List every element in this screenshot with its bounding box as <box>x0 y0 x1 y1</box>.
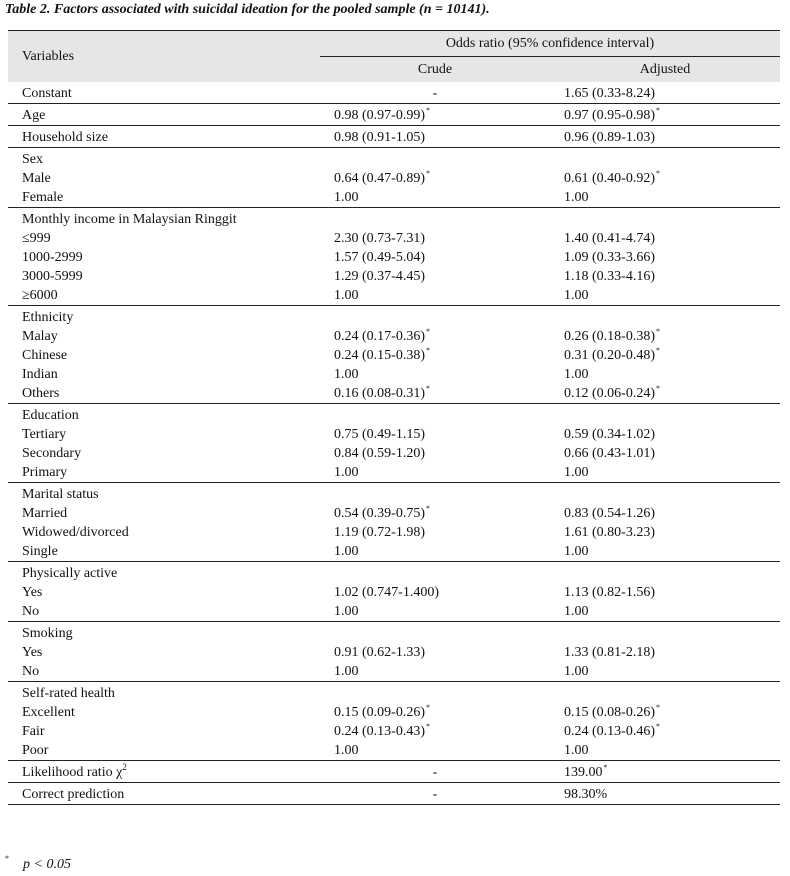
adjusted-value: 0.12 (0.06-0.24)* <box>550 384 780 404</box>
level-label: Married <box>22 506 68 521</box>
adjusted-value: 1.33 (0.81-2.18) <box>564 645 655 660</box>
level-label: Secondary <box>22 446 82 461</box>
table-row <box>8 286 780 306</box>
table-row <box>8 82 780 104</box>
level-label: Primary <box>8 463 320 483</box>
level-label: Single <box>8 542 320 562</box>
table-row <box>8 346 780 365</box>
table-row <box>8 463 780 483</box>
table-row <box>8 404 780 426</box>
statistic-value: 139.00* <box>550 761 780 783</box>
row-group-sex <box>8 148 780 208</box>
group-label: Ethnicity <box>22 310 74 325</box>
adjusted-value: 1.00 <box>550 188 780 208</box>
crude-value: 0.16 (0.08-0.31)* <box>320 384 550 404</box>
adjusted-value: 0.59 (0.34-1.02) <box>564 427 655 442</box>
crude-value: - <box>320 82 550 104</box>
table-row <box>8 306 780 328</box>
adjusted-value: 0.15 (0.08-0.26)* <box>564 703 660 720</box>
table-row <box>8 483 780 505</box>
table-row <box>8 248 780 267</box>
table-row <box>8 126 780 148</box>
level-label: Fair <box>22 724 45 739</box>
crude-value: 0.64 (0.47-0.89)* <box>334 169 430 186</box>
crude-value: 1.00 <box>320 662 550 682</box>
table-row <box>8 741 780 761</box>
table-row <box>8 682 780 704</box>
adjusted-value: 1.18 (0.33-4.16) <box>564 269 655 284</box>
crude-value: 0.24 (0.17-0.36)* <box>334 327 430 344</box>
row-group-household <box>8 126 780 148</box>
table-row <box>8 504 780 523</box>
level-label: Male <box>22 171 51 186</box>
table-caption: Table 2. Factors associated with suicidal ideation for the pooled sample (n = 10141). <box>5 2 490 17</box>
table-row <box>8 622 780 644</box>
level-label: No <box>8 662 320 682</box>
adjusted-value: 0.97 (0.95-0.98)* <box>550 104 780 126</box>
table-row <box>8 148 780 170</box>
adjusted-value: 0.24 (0.13-0.46)* <box>564 722 660 739</box>
level-label: Tertiary <box>22 427 67 442</box>
crude-value: 0.75 (0.49-1.15) <box>334 427 425 442</box>
row-group-income <box>8 208 780 306</box>
group-label: Sex <box>22 152 43 167</box>
table-row <box>8 602 780 622</box>
table-row <box>8 722 780 741</box>
crude-value: 0.15 (0.09-0.26)* <box>334 703 430 720</box>
crude-value: 1.00 <box>320 188 550 208</box>
adjusted-value: 1.61 (0.80-3.23) <box>564 525 655 540</box>
level-label: ≤999 <box>22 231 51 246</box>
crude-value: 0.84 (0.59-1.20) <box>334 446 425 461</box>
group-label: Smoking <box>22 626 73 641</box>
level-label: ≥6000 <box>8 286 320 306</box>
row-group-constant <box>8 82 780 104</box>
crude-value: - <box>320 761 550 783</box>
row-label: Constant <box>8 82 320 104</box>
level-label: No <box>8 602 320 622</box>
table-row <box>8 267 780 286</box>
crude-value: 1.00 <box>320 542 550 562</box>
level-label: Female <box>8 188 320 208</box>
crude-value: 0.54 (0.39-0.75)* <box>334 504 430 521</box>
footnote: * p < 0.05 <box>5 854 71 872</box>
table-row <box>8 643 780 662</box>
row-label: Likelihood ratio $\chi^2$ <box>8 761 320 783</box>
group-label: Marital status <box>22 487 99 502</box>
row-group-smoking <box>8 622 780 682</box>
row-group-age <box>8 104 780 126</box>
crude-value: 0.91 (0.62-1.33) <box>334 645 425 660</box>
level-label: Poor <box>8 741 320 761</box>
table-row <box>8 229 780 248</box>
statistic-value: 98.30% <box>550 783 780 805</box>
row-group-likelihood <box>8 761 780 783</box>
adjusted-value: 0.66 (0.43-1.01) <box>564 446 655 461</box>
group-label: Monthly income in Malaysian Ringgit <box>22 212 237 227</box>
adjusted-value: 0.83 (0.54-1.26) <box>564 506 655 521</box>
crude-value: 1.00 <box>320 286 550 306</box>
crude-value: 1.00 <box>320 463 550 483</box>
level-label: Yes <box>22 585 43 600</box>
crude-value: 0.24 (0.13-0.43)* <box>334 722 430 739</box>
level-label: 3000-5999 <box>22 269 83 284</box>
crude-value: 1.00 <box>320 602 550 622</box>
variables-header: Variables <box>8 31 320 83</box>
table-row <box>8 562 780 584</box>
adjusted-value: 0.26 (0.18-0.38)* <box>564 327 660 344</box>
level-label: Widowed/divorced <box>22 525 129 540</box>
table-row <box>8 384 780 404</box>
adjusted-value: 1.00 <box>550 602 780 622</box>
adjusted-value: 1.00 <box>550 741 780 761</box>
table-row <box>8 327 780 346</box>
table-row <box>8 208 780 230</box>
level-label: Malay <box>22 329 58 344</box>
odds-ratio-table <box>8 30 780 805</box>
adjusted-value: 1.00 <box>550 542 780 562</box>
crude-value: 0.24 (0.15-0.38)* <box>334 346 430 363</box>
adjusted-value: 1.09 (0.33-3.66) <box>564 250 655 265</box>
adjusted-value: 1.00 <box>550 662 780 682</box>
crude-value: 1.57 (0.49-5.04) <box>334 250 425 265</box>
table-row <box>8 444 780 463</box>
adjusted-value: 0.31 (0.20-0.48)* <box>564 346 660 363</box>
row-group-marital <box>8 483 780 562</box>
row-group-education <box>8 404 780 483</box>
row-group-ethnicity <box>8 306 780 404</box>
row-group-active <box>8 562 780 622</box>
adjusted-value: 0.61 (0.40-0.92)* <box>564 169 660 186</box>
crude-value: - <box>320 783 550 805</box>
adjusted-value: 0.96 (0.89-1.03) <box>550 126 780 148</box>
table-row <box>8 703 780 722</box>
level-label: Indian <box>22 367 58 382</box>
adjusted-value: 1.13 (0.82-1.56) <box>564 585 655 600</box>
table-row <box>8 169 780 188</box>
table-row <box>8 761 780 783</box>
crude-header: Crude <box>320 57 550 83</box>
level-label: Others <box>8 384 320 404</box>
table-row <box>8 662 780 682</box>
crude-value: 1.00 <box>320 741 550 761</box>
table-row <box>8 104 780 126</box>
row-group-prediction <box>8 783 780 805</box>
adjusted-value: 1.65 (0.33-8.24) <box>550 82 780 104</box>
crude-value: 0.98 (0.91-1.05) <box>320 126 550 148</box>
odds-ratio-header: Odds ratio (95% confidence interval) <box>320 31 780 57</box>
group-label: Physically active <box>22 566 118 581</box>
row-label: Age <box>8 104 320 126</box>
crude-value: 1.00 <box>334 367 359 382</box>
adjusted-value: 1.40 (0.41-4.74) <box>564 231 655 246</box>
table-row <box>8 523 780 542</box>
crude-value: 1.29 (0.37-4.45) <box>334 269 425 284</box>
group-label: Education <box>22 408 79 423</box>
table-row <box>8 542 780 562</box>
level-label: Excellent <box>22 705 75 720</box>
adjusted-value: 1.00 <box>564 367 589 382</box>
level-label: Yes <box>22 645 43 660</box>
table-row <box>8 188 780 208</box>
adjusted-value: 1.00 <box>550 463 780 483</box>
table-row <box>8 365 780 384</box>
adjusted-value: 1.00 <box>550 286 780 306</box>
adjusted-header: Adjusted <box>550 57 780 83</box>
table-row <box>8 583 780 602</box>
level-label: 1000-2999 <box>22 250 83 265</box>
row-group-health <box>8 682 780 761</box>
header-row-top <box>8 31 780 57</box>
group-label: Self-rated health <box>22 686 115 701</box>
row-label: Household size <box>8 126 320 148</box>
crude-value: 1.19 (0.72-1.98) <box>334 525 425 540</box>
table-row <box>8 425 780 444</box>
table-row <box>8 783 780 805</box>
crude-value: 0.98 (0.97-0.99)* <box>320 104 550 126</box>
crude-value: 2.30 (0.73-7.31) <box>334 231 425 246</box>
crude-value: 1.02 (0.747-1.400) <box>334 585 439 600</box>
row-label: Correct prediction <box>8 783 320 805</box>
level-label: Chinese <box>22 348 68 363</box>
